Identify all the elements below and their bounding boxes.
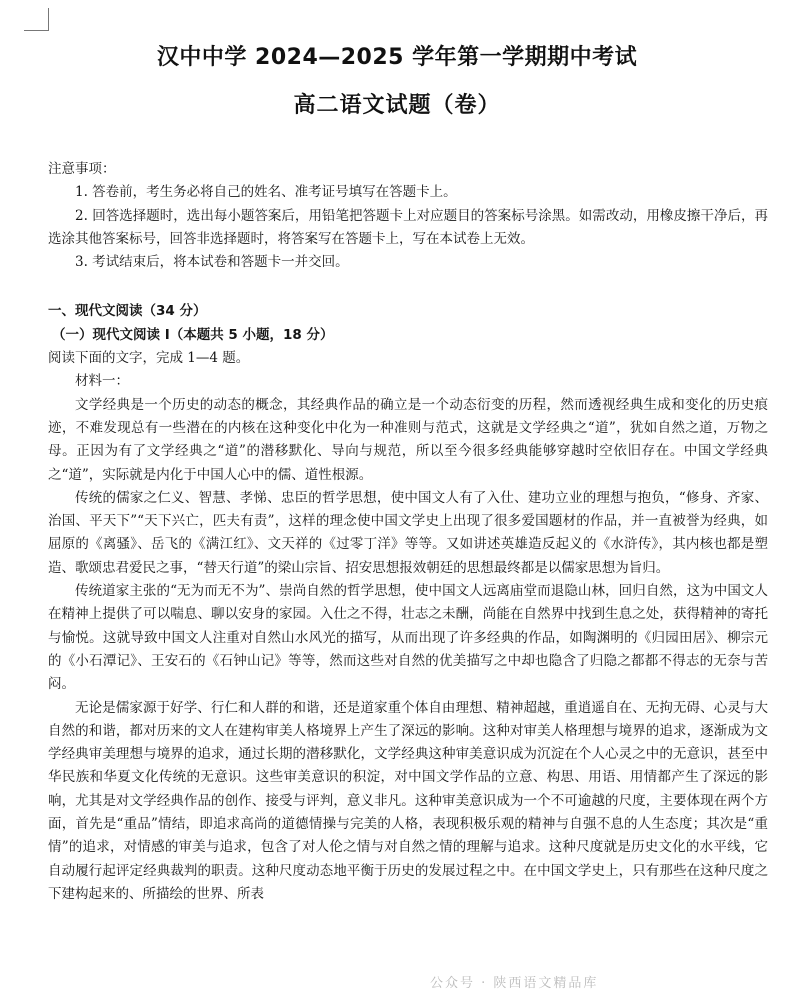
- material-paragraph: 无论是儒家源于好学、行仁和人群的和谐，还是道家重个体自由理想、精神超越，重逍遥自在、无拘无碍、心灵与大自然的和谐，都对历来的文人在建构审美人格境界上产生了深远的影响。这种对审美人格理想与境界的追求，逐渐成为文学经典审美理想与境界的追求，通过长期的潜移默化，文学经典这种审美意识成为沉淀在个人心灵之中的无意识，甚至中华民族和华夏文化传统的无意识。这些审美意识的积淀，对中国文学作品的立意、构思、用语、用情都产生了深远的影响，尤其是对文学经典作品的创作、接受与评判，意义非凡。这种审美意识成为一个不可逾越的尺度，主要体现在两个方面，首先是“重品”情结，即追求高尚的道德情操与完美的人格，表现积极乐观的精神与自强不息的人生态度；其次是“重情”的追求，对情感的审美与追求，包含了对人伦之情与对自然之情的理解与追求。这种尺度就是历史文化的水平线，它自动履行起评定经典裁判的职责。这种尺度动态地平衡于历史的发展过程之中。在中国文学史上，只有那些在这种尺度之下建构起来的、所描绘的世界、所表: [48, 699, 768, 902]
- notice-item-2: 2. 回答选择题时，选出每小题答案后，用铅笔把答题卡上对应题目的答案标号涂黑。如需改动，用橡皮擦干净后，再选涂其他答案标号，回答非选择题时，将答案写在答题卡上，写在本试卷上无效。: [48, 207, 768, 247]
- exam-content: [48, 158, 768, 906]
- section-gap: [48, 274, 768, 300]
- exam-subtitle: 高二语文试题（卷）: [293, 93, 501, 118]
- notice-label: 注意事项：: [48, 161, 116, 177]
- material-paragraph: 传统的儒家之仁义、智慧、孝悌、忠臣的哲学思想，使中国文人有了入仕、建功立业的理想与抱负，“修身、齐家、治国、平天下”“天下兴亡，匹夫有责”，这样的理念使中国文学史上出现了很多爱国题材的作品，并一直被誉为经典，如屈原的《离骚》、岳飞的《满江红》、文天祥的《过零丁洋》等等。又如讲述英雄造反起义的《水浒传》，其内核也都是塑造、歌颂忠君爱民之事，“替天行道”的梁山宗旨、招安思想报效朝廷的思想最终都是以儒家思想为旨归。: [48, 489, 768, 576]
- reading-instruction: 阅读下面的文字，完成 1—4 题。: [48, 350, 250, 367]
- exam-title: 汉中中学 2024—2025 学年第一学期期中考试: [156, 45, 638, 70]
- material-label: 材料一：: [75, 373, 129, 390]
- notice-item-3: 3. 考试结束后，将本试卷和答题卡一并交回。: [75, 254, 349, 271]
- section-title: 一、现代文阅读（34 分）: [48, 303, 207, 320]
- section-subtitle: （一）现代文阅读 I（本题共 5 小题，18 分）: [52, 326, 334, 343]
- material-paragraph: 文学经典是一个历史的动态的概念，其经典作品的确立是一个动态衍变的历程，然而透视经典生成和变化的历史痕迹，不难发现总有一些潜在的内核在这种变化中化为一种准则与范式，这就是文学经典之“道”，犹如自然之道，万物之母。正因为有了文学经典之“道”的潜移默化、导向与规范，所以至今很多经典能够穿越时空依旧存在。中国文学经典之“道”，实际就是内化于中国人心中的儒、道性根源。: [48, 396, 768, 483]
- watermark: 公众号 · 陕西语文精品库: [430, 976, 599, 991]
- corner-crop-mark: [24, 8, 49, 31]
- material-paragraph: 传统道家主张的“无为而无不为”、崇尚自然的哲学思想，使中国文人远离庙堂而退隐山林，回归自然，这为中国文人在精神上提供了可以喘息、聊以安身的家园。入仕之不得，壮志之未酬，尚能在自然界中找到生息之处，获得精神的寄托与愉悦。这就导致中国文人注重对自然山水风光的描写，从而出现了许多经典的作品，如陶渊明的《归园田居》、柳宗元的《小石潭记》、王安石的《石钟山记》等等，然而这些对自然的优美描写之中却也隐含了归隐之都都不得志的无奈与苦闷。: [48, 583, 768, 693]
- notice-item-1: 1. 答卷前，考生务必将自己的姓名、准考证号填写在答题卡上。: [75, 184, 457, 201]
